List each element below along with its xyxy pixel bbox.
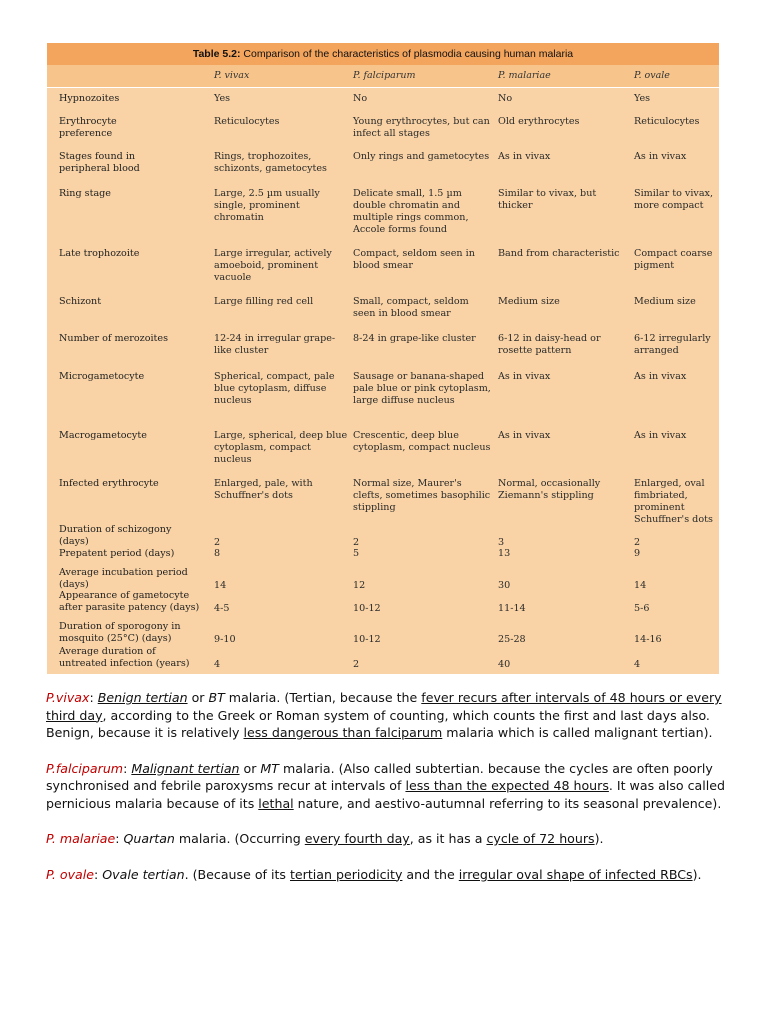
note-text: cycle of 72 hours (486, 831, 595, 846)
column-header-vivax: P. vivax (214, 70, 250, 81)
species-name: P. ovale (46, 866, 94, 882)
table-caption-text: Comparison of the characteristics of plasmodia causing human malaria (243, 48, 574, 60)
row-label: Average duration of untreated infection (years) (59, 646, 190, 669)
table-caption (47, 43, 719, 65)
table-cell: Reticulocytes (214, 116, 280, 127)
note-text: less dangerous than falciparum (243, 725, 443, 740)
row-label: Duration of schizogony (days) (59, 524, 172, 547)
table-cell: 14-16 (634, 634, 662, 645)
note-text: malaria. (Tertian, because the (224, 690, 422, 705)
comparison-table (47, 43, 719, 674)
explanatory-notes (46, 689, 726, 901)
table-cell: 12 (353, 580, 366, 591)
row-label: Duration of sporogony in mosquito (25°C) (days) (59, 621, 181, 644)
note-text: Ovale tertian (102, 866, 185, 882)
row-label: Macrogametocyte (59, 430, 147, 441)
note-text: tertian periodicity (289, 866, 403, 882)
table-cell: Yes (214, 93, 231, 104)
note-text: malaria. (Occurring (174, 831, 305, 846)
table-cell: 10-12 (353, 603, 381, 614)
table-caption-number: Table 5.2: (192, 48, 241, 60)
table-cell: As in vivax (634, 430, 687, 441)
table-cell: No (498, 93, 513, 104)
table-cell: Sausage or banana-shaped pale blue or pink cytoplasm, large diffuse nucleus (353, 371, 491, 406)
note-text: MT (260, 760, 279, 776)
column-header-ovale: P. ovale (634, 70, 670, 81)
table-cell: Large, 2.5 µm usually single, prominent chromatin (214, 188, 320, 223)
row-label: Appearance of gametocyte after parasite patency (days) (59, 590, 200, 613)
note-text: irregular oval shape of infected RBCs (458, 866, 693, 882)
table-cell: 5-6 (634, 603, 650, 614)
table-cell: As in vivax (498, 151, 551, 162)
table-cell: 8-24 in grape-like cluster (353, 333, 476, 344)
table-cell: Small, compact, seldom seen in blood smear (353, 296, 469, 319)
table-cell: 11-14 (498, 603, 526, 614)
table-cell: 5 (353, 548, 360, 559)
table-cell: Similar to vivax, more compact (634, 188, 713, 211)
note-text: less than the expected 48 hours (405, 778, 609, 793)
table-cell: 2 (353, 537, 360, 548)
note-paragraph (46, 866, 726, 884)
table-cell: As in vivax (498, 430, 551, 441)
table-cell: 3 (498, 537, 505, 548)
note-text: . It was also called pernicious malaria because of its (46, 778, 726, 811)
note-text: every fourth day (304, 831, 410, 846)
table-cell: Large irregular, actively amoeboid, prominent vacuole (214, 248, 332, 283)
row-label: Schizont (59, 296, 102, 307)
row-label: Number of merozoites (59, 333, 168, 344)
note-text: Quartan (123, 831, 175, 846)
note-text: nature, and aestivo-autumnal referring to its seasonal prevalence). (293, 795, 722, 811)
table-cell: 25-28 (498, 634, 526, 645)
note-text: BT (208, 690, 225, 705)
table-cell: Young erythrocytes, but can infect all stages (353, 116, 490, 139)
table-cell: 40 (498, 659, 511, 670)
table-cell: Similar to vivax, but thicker (498, 188, 597, 211)
table-cell: 9-10 (214, 634, 236, 645)
table-cell: Large, spherical, deep blue cytoplasm, compact nucleus (214, 430, 348, 465)
note-text: , according to the Greek or Roman system of counting, which counts the first and last days also. Benign, because it is relatively (46, 707, 710, 740)
note-text: Malignant tertian (131, 760, 240, 776)
note-text: . (Because of its (184, 866, 290, 882)
row-label: Stages found in peripheral blood (59, 151, 140, 174)
table-cell: Rings, trophozoites, schizonts, gametocytes (214, 151, 327, 174)
row-label: Late trophozoite (59, 248, 140, 259)
row-label: Prepatent period (days) (59, 548, 175, 559)
note-text: fever recurs after intervals of 48 hours or every third day (46, 690, 722, 723)
table-cell: 10-12 (353, 634, 381, 645)
species-name: P. malariae (46, 831, 116, 846)
table-cell: Compact, seldom seen in blood smear (353, 248, 475, 271)
table-cell: Normal size, Maurer's clefts, sometimes basophilic stippling (353, 478, 491, 513)
note-text: or (239, 760, 261, 776)
table-cell: Yes (634, 93, 651, 104)
table-cell: Compact coarse pigment (634, 248, 713, 271)
table-cell: 4 (214, 659, 221, 670)
table-cell: Spherical, compact, pale blue cytoplasm, diffuse nucleus (214, 371, 335, 406)
note-paragraph (46, 830, 726, 848)
table-cell: No (353, 93, 368, 104)
note-text: malaria which is called malignant tertian). (442, 725, 713, 740)
row-label: Microgametocyte (59, 371, 145, 382)
note-paragraph (46, 689, 726, 742)
note-text: and the (402, 866, 459, 882)
table-cell: 2 (353, 659, 360, 670)
note-text: : (89, 690, 98, 705)
table-cell: Only rings and gametocytes (353, 151, 490, 162)
table-cell: 6-12 irregularly arranged (634, 333, 711, 356)
table-cell: 14 (214, 580, 227, 591)
table-cell: Band from characteristic (498, 248, 620, 259)
table-cell: 13 (498, 548, 511, 559)
column-header-falciparum: P. falciparum (353, 70, 416, 81)
row-label: Ring stage (59, 188, 111, 199)
table-column-header (47, 65, 719, 88)
note-paragraph (46, 760, 726, 813)
table-cell: 8 (214, 548, 221, 559)
table-cell: 2 (214, 537, 221, 548)
row-label: Hypnozoites (59, 93, 120, 104)
table-cell: Enlarged, pale, with Schuffner's dots (214, 478, 313, 501)
note-text: lethal (258, 795, 294, 811)
table-cell: Large filling red cell (214, 296, 314, 307)
table-cell: 12-24 in irregular grape-like cluster (214, 333, 336, 356)
table-cell: As in vivax (634, 151, 687, 162)
table-cell: 14 (634, 580, 647, 591)
table-cell: As in vivax (634, 371, 687, 382)
table-cell: Normal, occasionally Ziemann's stippling (498, 478, 601, 501)
table-cell: 6-12 in daisy-head or rosette pattern (498, 333, 601, 356)
table-cell: Medium size (498, 296, 560, 307)
species-name: P.falciparum (46, 760, 124, 776)
note-text: Benign tertian (97, 690, 188, 705)
column-header-malariae: P. malariae (498, 70, 551, 81)
row-label: Infected erythrocyte (59, 478, 159, 489)
table-cell: Reticulocytes (634, 116, 700, 127)
note-text: ). (692, 866, 702, 882)
table-cell: 2 (634, 537, 641, 548)
note-text: malaria. (Also called subtertian. because the cycles are often poorly synchronised and febrile paroxysms recur at intervals of (46, 760, 713, 793)
table-cell: Medium size (634, 296, 696, 307)
note-text: : (115, 831, 124, 846)
table-cell: Crescentic, deep blue cytoplasm, compact nucleus (353, 430, 491, 453)
table-cell: Delicate small, 1.5 µm double chromatin and multiple rings common, Accole forms found (353, 188, 469, 235)
table-cell: 30 (498, 580, 511, 591)
note-text: ). (594, 831, 604, 846)
species-name: P.vivax (46, 690, 90, 705)
table-cell: Old erythrocytes (498, 116, 580, 127)
table-cell: 4 (634, 659, 641, 670)
note-text: : (94, 866, 103, 882)
table-cell: As in vivax (498, 371, 551, 382)
table-cell: Enlarged, oval fimbriated, prominent Schuffner's dots (634, 478, 713, 525)
note-text: , as it has a (409, 831, 487, 846)
note-text: or (187, 690, 209, 705)
row-label: Erythrocyte preference (59, 116, 117, 139)
table-cell: 9 (634, 548, 641, 559)
note-text: : (123, 760, 132, 776)
table-cell: 4-5 (214, 603, 230, 614)
row-label: Average incubation period (days) (59, 567, 188, 590)
